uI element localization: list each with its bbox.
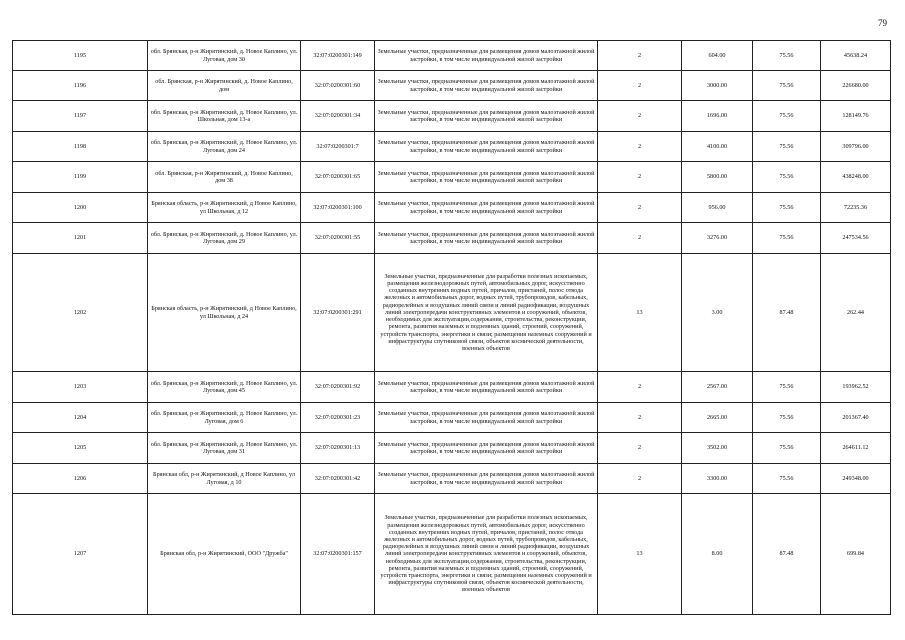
group-cell: 2 bbox=[598, 41, 682, 71]
area-cell: 3502.00 bbox=[682, 433, 753, 464]
group-cell: 2 bbox=[598, 162, 682, 193]
address-cell: обл. Брянская, р-н Жирятинский, д. Новое Каплино, дом bbox=[148, 71, 301, 101]
address-cell: обл. Брянская, р-н Жирятинский, д. Новое Каплино, ул. Луговая, дом 30 bbox=[148, 41, 301, 71]
row-number: 1196 bbox=[13, 71, 148, 101]
land-use-cell: Земельные участки, предназначенные для разработки полезных ископаемых, размещения железнодорожных путей, автомобильных дорог, искусственно созданных внутренних водных путей, причалов, пристаней, полос отвода железных и автомобильных дорог, водных путей, трубопроводов, кабельных, радиорелейных и воздушных линий связи и линий радиофикации, воздушных линий электропередачи конструктивных элементов и сооружений, объектов, необходимых для эксплуатации,содержания, строительства, реконструкции, ремонта, развития наземных и подземных зданий, строений, сооружений, устройств транспорта, энергетики и связи; размещения наземных сооружений и инфраструктуры спутниковой связи, объектов космической деятельности, военных объектов bbox=[375, 254, 598, 372]
table-row bbox=[13, 223, 891, 254]
area-cell: 5800.00 bbox=[682, 162, 753, 193]
land-use-cell: Земельные участки, предназначенные для размещения домов малоэтажной жилой застройки, в том числе индивидуальной жилой застройки bbox=[375, 41, 598, 71]
table-row bbox=[13, 254, 891, 372]
page-number: 79 bbox=[878, 18, 887, 28]
group-cell: 2 bbox=[598, 223, 682, 254]
area-cell: 3300.00 bbox=[682, 464, 753, 494]
rate-cell: 75.56 bbox=[753, 41, 821, 71]
cadastral-number-cell: 32:07:0200301:34 bbox=[301, 101, 375, 132]
land-use-cell: Земельные участки, предназначенные для размещения домов малоэтажной жилой застройки, в том числе индивидуальной жилой застройки bbox=[375, 193, 598, 223]
cadastral-value-cell: 438248.00 bbox=[821, 162, 891, 193]
cadastral-number-cell: 32:07:0200301:92 bbox=[301, 372, 375, 403]
rate-cell: 75.56 bbox=[753, 193, 821, 223]
land-use-cell: Земельные участки, предназначенные для размещения домов малоэтажной жилой застройки, в том числе индивидуальной жилой застройки bbox=[375, 223, 598, 254]
group-cell: 2 bbox=[598, 433, 682, 464]
land-use-cell: Земельные участки, предназначенные для размещения домов малоэтажной жилой застройки, в том числе индивидуальной жилой застройки bbox=[375, 433, 598, 464]
cadastral-value-cell: 45638.24 bbox=[821, 41, 891, 71]
cadastral-value-cell: 72235.36 bbox=[821, 193, 891, 223]
group-cell: 2 bbox=[598, 193, 682, 223]
land-use-cell: Земельные участки, предназначенные для размещения домов малоэтажной жилой застройки, в том числе индивидуальной жилой застройки bbox=[375, 464, 598, 494]
cadastral-number-cell: 32:07:0200301:7 bbox=[301, 132, 375, 162]
rate-cell: 75.56 bbox=[753, 101, 821, 132]
cadastral-value-cell: 264611.12 bbox=[821, 433, 891, 464]
area-cell: 3000.00 bbox=[682, 71, 753, 101]
address-cell: обл. Брянская, р-н Жирятинский, д. Новое Каплино, ул. Луговая, дом 45 bbox=[148, 372, 301, 403]
row-number: 1202 bbox=[13, 254, 148, 372]
cadastral-value-cell: 262.44 bbox=[821, 254, 891, 372]
row-number: 1195 bbox=[13, 41, 148, 71]
area-cell: 4100.00 bbox=[682, 132, 753, 162]
rate-cell: 75.56 bbox=[753, 71, 821, 101]
address-cell: Брянская область, р-н Жирятинский, д Новое Каплино, ул Школьная, д 24 bbox=[148, 254, 301, 372]
cadastral-value-cell: 249348.00 bbox=[821, 464, 891, 494]
area-cell: 604.00 bbox=[682, 41, 753, 71]
address-cell: обл. Брянская, р-н Жирятинский, д. Новое Каплино, ул. Луговая, дом 29 bbox=[148, 223, 301, 254]
address-cell: обл. Брянская, р-н Жирятинский, д. Новое Каплино, ул. Школьная, дом 13-а bbox=[148, 101, 301, 132]
cadastral-number-cell: 32:07:0200301:291 bbox=[301, 254, 375, 372]
land-use-cell: Земельные участки, предназначенные для размещения домов малоэтажной жилой застройки, в том числе индивидуальной жилой застройки bbox=[375, 132, 598, 162]
table-row bbox=[13, 494, 891, 615]
cadastral-number-cell: 32:07:0200301:13 bbox=[301, 433, 375, 464]
row-number: 1206 bbox=[13, 464, 148, 494]
group-cell: 13 bbox=[598, 254, 682, 372]
rate-cell: 75.56 bbox=[753, 433, 821, 464]
row-number: 1199 bbox=[13, 162, 148, 193]
address-cell: Брянская обл, р-н Жирятинский, ООО "Дружба" bbox=[148, 494, 301, 615]
row-number: 1207 bbox=[13, 494, 148, 615]
row-number: 1201 bbox=[13, 223, 148, 254]
cadastral-number-cell: 32:07:0200301:55 bbox=[301, 223, 375, 254]
address-cell: обл. Брянская, р-н Жирятинский, д. Новое Каплино, ул. Луговая, дом 24 bbox=[148, 132, 301, 162]
land-use-cell: Земельные участки, предназначенные для размещения домов малоэтажной жилой застройки, в том числе индивидуальной жилой застройки bbox=[375, 403, 598, 433]
table-row bbox=[13, 162, 891, 193]
cadastral-value-cell: 247534.56 bbox=[821, 223, 891, 254]
group-cell: 13 bbox=[598, 494, 682, 615]
cadastral-value-cell: 128149.76 bbox=[821, 101, 891, 132]
row-number: 1205 bbox=[13, 433, 148, 464]
group-cell: 2 bbox=[598, 132, 682, 162]
cadastral-value-cell: 309796.00 bbox=[821, 132, 891, 162]
row-number: 1198 bbox=[13, 132, 148, 162]
address-cell: обл. Брянская, р-н Жирятинский, д. Новое Каплино, дом 38 bbox=[148, 162, 301, 193]
group-cell: 2 bbox=[598, 403, 682, 433]
group-cell: 2 bbox=[598, 71, 682, 101]
row-number: 1200 bbox=[13, 193, 148, 223]
table-row bbox=[13, 433, 891, 464]
cadastral-number-cell: 32:07:0200301:23 bbox=[301, 403, 375, 433]
area-cell: 2567.00 bbox=[682, 372, 753, 403]
rate-cell: 75.56 bbox=[753, 403, 821, 433]
table-row bbox=[13, 101, 891, 132]
cadastral-value-table bbox=[12, 40, 891, 615]
cadastral-number-cell: 32:07:0200301:65 bbox=[301, 162, 375, 193]
area-cell: 2665.00 bbox=[682, 403, 753, 433]
cadastral-value-cell: 226680.00 bbox=[821, 71, 891, 101]
cadastral-number-cell: 32:07:0200301:60 bbox=[301, 71, 375, 101]
land-use-cell: Земельные участки, предназначенные для размещения домов малоэтажной жилой застройки, в том числе индивидуальной жилой застройки bbox=[375, 71, 598, 101]
cadastral-number-cell: 32:07:0200301:100 bbox=[301, 193, 375, 223]
rate-cell: 75.56 bbox=[753, 132, 821, 162]
area-cell: 1696.00 bbox=[682, 101, 753, 132]
area-cell: 8.00 bbox=[682, 494, 753, 615]
rate-cell: 75.56 bbox=[753, 372, 821, 403]
group-cell: 2 bbox=[598, 464, 682, 494]
row-number: 1204 bbox=[13, 403, 148, 433]
area-cell: 3276.00 bbox=[682, 223, 753, 254]
area-cell: 3.00 bbox=[682, 254, 753, 372]
rate-cell: 87.48 bbox=[753, 494, 821, 615]
rate-cell: 75.56 bbox=[753, 223, 821, 254]
land-use-cell: Земельные участки, предназначенные для размещения домов малоэтажной жилой застройки, в том числе индивидуальной жилой застройки bbox=[375, 162, 598, 193]
table-row bbox=[13, 403, 891, 433]
group-cell: 2 bbox=[598, 101, 682, 132]
land-use-cell: Земельные участки, предназначенные для разработки полезных ископаемых, размещения железнодорожных путей, автомобильных дорог, искусственно созданных внутренних водных путей, причалов, пристаней, полос отвода железных и автомобильных дорог, водных путей, трубопроводов, кабельных, радиорелейных и воздушных линий связи и линий радиофикации, воздушных линий электропередачи конструктивных элементов и сооружений, объектов, необходимых для эксплуатации,содержания, строительства, реконструкции, ремонта, развития наземных и подземных зданий, строений, сооружений, устройств транспорта, энергетики и связи; размещения наземных сооружений и инфраструктуры спутниковой связи, объектов космической деятельности, военных объектов bbox=[375, 494, 598, 615]
cadastral-number-cell: 32:07:0200301:149 bbox=[301, 41, 375, 71]
rate-cell: 75.56 bbox=[753, 162, 821, 193]
row-number: 1197 bbox=[13, 101, 148, 132]
address-cell: Брянская область, р-н Жирятинский, д Новое Каплино, ул Школьная, д 12 bbox=[148, 193, 301, 223]
cadastral-number-cell: 32:07:0200301:157 bbox=[301, 494, 375, 615]
table-row bbox=[13, 372, 891, 403]
table-row bbox=[13, 71, 891, 101]
area-cell: 956.00 bbox=[682, 193, 753, 223]
group-cell: 2 bbox=[598, 372, 682, 403]
address-cell: обл. Брянская, р-н Жирятинский, д. Новое Каплино, ул. Луговая, дом 6 bbox=[148, 403, 301, 433]
row-number: 1203 bbox=[13, 372, 148, 403]
table-row bbox=[13, 464, 891, 494]
address-cell: Брянская обл, р-н Жирятинский, д Новое Каплино, ул Луговая, д 10 bbox=[148, 464, 301, 494]
land-use-cell: Земельные участки, предназначенные для размещения домов малоэтажной жилой застройки, в том числе индивидуальной жилой застройки bbox=[375, 372, 598, 403]
table-row bbox=[13, 41, 891, 71]
table-row bbox=[13, 193, 891, 223]
cadastral-value-cell: 201367.40 bbox=[821, 403, 891, 433]
rate-cell: 75.56 bbox=[753, 464, 821, 494]
land-use-cell: Земельные участки, предназначенные для размещения домов малоэтажной жилой застройки, в том числе индивидуальной жилой застройки bbox=[375, 101, 598, 132]
table-row bbox=[13, 132, 891, 162]
address-cell: обл. Брянская, р-н Жирятинский, д. Новое Каплино, ул. Луговая, дом 31 bbox=[148, 433, 301, 464]
cadastral-number-cell: 32:07:0200301:42 bbox=[301, 464, 375, 494]
cadastral-value-cell: 699.84 bbox=[821, 494, 891, 615]
cadastral-value-cell: 193962.52 bbox=[821, 372, 891, 403]
rate-cell: 87.48 bbox=[753, 254, 821, 372]
